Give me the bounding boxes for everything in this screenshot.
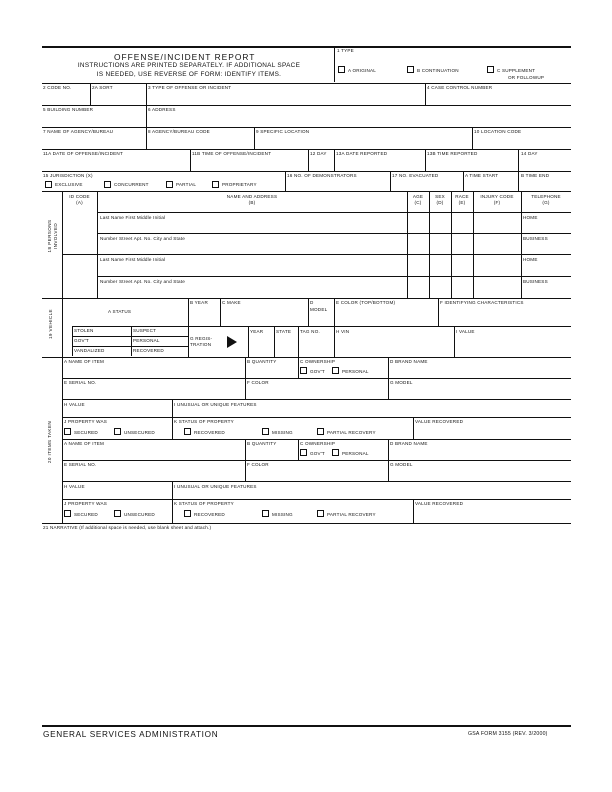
item-2-missing-label: MISSING <box>272 512 293 517</box>
person-2-name-hint: Last Name First Middle Initial <box>100 257 166 262</box>
agency-label: 7 NAME OF AGENCY/BUREAU <box>43 129 114 134</box>
vehicle-make-label: C MAKE <box>222 300 241 305</box>
persons-section-label: 18 PERSONS INVOLVED <box>47 219 58 253</box>
status-vandalized[interactable]: VANDALIZED <box>74 348 105 353</box>
narrative-area[interactable] <box>42 536 571 724</box>
form-title: OFFENSE/INCIDENT REPORT <box>114 52 256 62</box>
race-header: RACE <box>455 194 469 199</box>
type-continuation-checkbox[interactable] <box>407 66 414 73</box>
item-1-missing-checkbox[interactable] <box>262 428 269 435</box>
item-2-personal-checkbox[interactable] <box>332 449 339 456</box>
partial-checkbox[interactable] <box>166 181 173 188</box>
type-continuation-label: B CONTINUATION <box>417 68 459 73</box>
item-2-unsecured-checkbox[interactable] <box>114 510 121 517</box>
type-label: 1 TYPE <box>337 48 354 53</box>
type-supplement-checkbox[interactable] <box>487 66 494 73</box>
arrow-right-icon <box>227 336 237 348</box>
time-reported-label: 13B TIME REPORTED <box>427 151 478 156</box>
proprietary-checkbox[interactable] <box>212 181 219 188</box>
jurisdiction-label: 15 JURISDICTION (X) <box>43 173 93 178</box>
id-code-header: ID CODE <box>69 194 90 199</box>
item-1-recovered-label: RECOVERED <box>194 430 225 435</box>
item-1-value-recovered-label: VALUE RECOVERED <box>415 419 464 424</box>
item-1-model-label: G MODEL <box>390 380 413 385</box>
time-offense-label: 11B TIME OF OFFENSE/INCIDENT <box>192 151 272 156</box>
item-1-ownership-label: C OWNERSHIP <box>300 359 336 364</box>
item-2-value-label: H VALUE <box>64 484 85 489</box>
incident-report-form <box>42 46 571 530</box>
agency-code-label: 8 AGENCY/BUREAU CODE <box>148 129 210 134</box>
item-2-color-label: F COLOR <box>247 462 269 467</box>
concurrent-checkbox[interactable] <box>104 181 111 188</box>
location-code-label: 10 LOCATION CODE <box>474 129 522 134</box>
items-section-label: 20 ITEMS TAKEN <box>47 420 52 464</box>
item-1-partial-recovery-checkbox[interactable] <box>317 428 324 435</box>
vehicle-value-label: I VALUE <box>456 329 475 334</box>
item-2-secured-checkbox[interactable] <box>64 510 71 517</box>
registration-label-2: TRATION <box>190 342 212 347</box>
item-2-brand-label: D BRAND NAME <box>390 441 428 446</box>
item-2-govt-label: GOV'T <box>310 451 325 456</box>
item-1-unsecured-checkbox[interactable] <box>114 428 121 435</box>
reg-year-label: YEAR <box>250 329 264 334</box>
age-sub: (C) <box>414 200 422 205</box>
vehicle-model-label-2: MODEL <box>310 307 328 312</box>
person-2-address-hint: Number Street Apt. No. City and State <box>100 279 186 284</box>
item-1-property-was-label: J PROPERTY WAS <box>64 419 108 424</box>
race-sub: (E) <box>458 200 466 205</box>
footer-form-number: GSA FORM 3155 (REV. 3/2000) <box>468 731 548 737</box>
instructions-line-1: INSTRUCTIONS ARE PRINTED SEPARATELY. IF ADDITIONAL SPACE <box>77 62 301 69</box>
vin-label: H VIN <box>336 329 350 334</box>
item-1-features-label: I UNUSUAL OR UNIQUE FEATURES <box>174 402 257 407</box>
status-suspect[interactable]: SUSPECT <box>133 328 157 333</box>
proprietary-label: PROPRIETARY <box>222 182 257 187</box>
vehicle-model-label: D <box>310 300 314 305</box>
concurrent-label: CONCURRENT <box>114 182 149 187</box>
sex-header: SEX <box>435 194 445 199</box>
building-label: 5 BUILDING NUMBER <box>43 107 94 112</box>
item-1-govt-checkbox[interactable] <box>300 367 307 374</box>
item-2-recovered-checkbox[interactable] <box>184 510 191 517</box>
top-border <box>42 46 571 48</box>
item-2-property-was-label: J PROPERTY WAS <box>64 501 108 506</box>
item-1-brand-label: D BRAND NAME <box>390 359 428 364</box>
partial-label: PARTIAL <box>176 182 197 187</box>
day-label: 12 DAY <box>310 151 327 156</box>
date-reported-label: 13A DATE REPORTED <box>336 151 388 156</box>
specific-location-label: 9 SPECIFIC LOCATION <box>256 129 310 134</box>
item-1-value-label: H VALUE <box>64 402 85 407</box>
time-start-label: A TIME START <box>465 173 499 178</box>
time-end-label: B TIME END <box>521 173 550 178</box>
day-14-label: 14 DAY <box>521 151 538 156</box>
sex-sub: (D) <box>436 200 444 205</box>
item-1-color-label: F COLOR <box>247 380 269 385</box>
person-1-home-label: HOME <box>523 215 538 220</box>
type-offense-label: 3 TYPE OF OFFENSE OR INCIDENT <box>148 85 232 90</box>
address-label: 6 ADDRESS <box>148 107 176 112</box>
type-original-checkbox[interactable] <box>338 66 345 73</box>
item-1-secured-label: SECURED <box>74 430 98 435</box>
registration-label: G REGIS- <box>190 336 213 341</box>
footer-rule <box>42 725 571 727</box>
item-2-ownership-label: C OWNERSHIP <box>300 441 336 446</box>
vehicle-year-label: B YEAR <box>190 300 208 305</box>
date-offense-label: 11A DATE OF OFFENSE/INCIDENT <box>43 151 123 156</box>
sort-label: 2A SORT <box>92 85 113 90</box>
evacuated-label: 17 NO. EVACUATED <box>392 173 439 178</box>
item-2-status-label: K STATUS OF PROPERTY <box>174 501 234 506</box>
item-1-recovered-checkbox[interactable] <box>184 428 191 435</box>
exclusive-checkbox[interactable] <box>45 181 52 188</box>
item-2-serial-label: E SERIAL NO. <box>64 462 97 467</box>
type-supplement-label-2: OR FOLLOWUP <box>508 75 545 80</box>
item-1-serial-label: E SERIAL NO. <box>64 380 97 385</box>
person-2-home-label: HOME <box>523 257 538 262</box>
name-address-sub: (B) <box>248 200 256 205</box>
demonstrators-label: 16 NO. OF DEMONSTRATORS <box>287 173 357 178</box>
item-1-govt-label: GOV'T <box>310 369 325 374</box>
person-1-business-label: BUSINESS <box>523 236 548 241</box>
item-2-value-recovered-label: VALUE RECOVERED <box>415 501 464 506</box>
telephone-header: TELEPHONE <box>531 194 561 199</box>
item-2-secured-label: SECURED <box>74 512 98 517</box>
item-2-personal-label: PERSONAL <box>342 451 369 456</box>
vehicle-color-label: E COLOR (TOP/BOTTOM) <box>336 300 396 305</box>
status-personal[interactable]: PERSONAL <box>133 338 160 343</box>
item-2-features-label: I UNUSUAL OR UNIQUE FEATURES <box>174 484 257 489</box>
vehicle-identifying-label: F IDENTIFYING CHARACTERISTICS <box>440 300 524 305</box>
item-1-personal-checkbox[interactable] <box>332 367 339 374</box>
narrative-label: 21 NARRATIVE (If additional space is needed, use blank sheet and attach.) <box>43 525 212 530</box>
exclusive-label: EXCLUSIVE <box>55 182 83 187</box>
instructions-line-2: IS NEEDED, USE REVERSE OF FORM: IDENTIFY ITEMS. <box>96 71 282 78</box>
injury-sub: (F) <box>493 200 501 205</box>
item-2-partial-recovery-label: PARTIAL RECOVERY <box>327 512 376 517</box>
status-govt[interactable]: GOV'T <box>74 338 89 343</box>
item-1-partial-recovery-label: PARTIAL RECOVERY <box>327 430 376 435</box>
person-2-business-label: BUSINESS <box>523 279 548 284</box>
item-2-quantity-label: B QUANTITY <box>247 441 277 446</box>
item-1-personal-label: PERSONAL <box>342 369 369 374</box>
injury-header: INJURY CODE <box>480 194 514 199</box>
item-2-name-label: A NAME OF ITEM <box>64 441 105 446</box>
item-2-recovered-label: RECOVERED <box>194 512 225 517</box>
item-1-unsecured-label: UNSECURED <box>124 430 155 435</box>
item-2-govt-checkbox[interactable] <box>300 449 307 456</box>
reg-state-label: STATE <box>276 329 292 334</box>
age-header: AGE <box>412 194 424 199</box>
item-1-quantity-label: B QUANTITY <box>247 359 277 364</box>
item-2-model-label: G MODEL <box>390 462 413 467</box>
type-supplement-label: C SUPPLEMENT <box>497 68 536 73</box>
name-address-header: NAME AND ADDRESS <box>226 194 278 199</box>
item-1-name-label: A NAME OF ITEM <box>64 359 105 364</box>
item-2-unsecured-label: UNSECURED <box>124 512 155 517</box>
item-1-missing-label: MISSING <box>272 430 293 435</box>
id-code-sub: (A) <box>76 200 83 205</box>
item-1-status-label: K STATUS OF PROPERTY <box>174 419 234 424</box>
case-control-label: 4 CASE CONTROL NUMBER <box>427 85 493 90</box>
item-2-partial-recovery-checkbox[interactable] <box>317 510 324 517</box>
vehicle-status-label: A STATUS <box>108 309 132 314</box>
status-recovered[interactable]: RECOVERED <box>133 348 164 353</box>
footer-agency: GENERAL SERVICES ADMINISTRATION <box>43 730 219 739</box>
telephone-sub: (G) <box>542 200 550 205</box>
person-1-address-hint: Number Street Apt. No. City and State <box>100 236 186 241</box>
status-stolen[interactable]: STOLEN <box>74 328 94 333</box>
reg-tag-label: TAG NO. <box>300 329 320 334</box>
item-1-secured-checkbox[interactable] <box>64 428 71 435</box>
item-2-missing-checkbox[interactable] <box>262 510 269 517</box>
vehicle-section-label: 19 VEHICLE <box>48 308 53 340</box>
code-no-label: 2 CODE NO. <box>43 85 72 90</box>
person-1-name-hint: Last Name First Middle Initial <box>100 215 166 220</box>
type-original-label: A ORIGINAL <box>348 68 377 73</box>
